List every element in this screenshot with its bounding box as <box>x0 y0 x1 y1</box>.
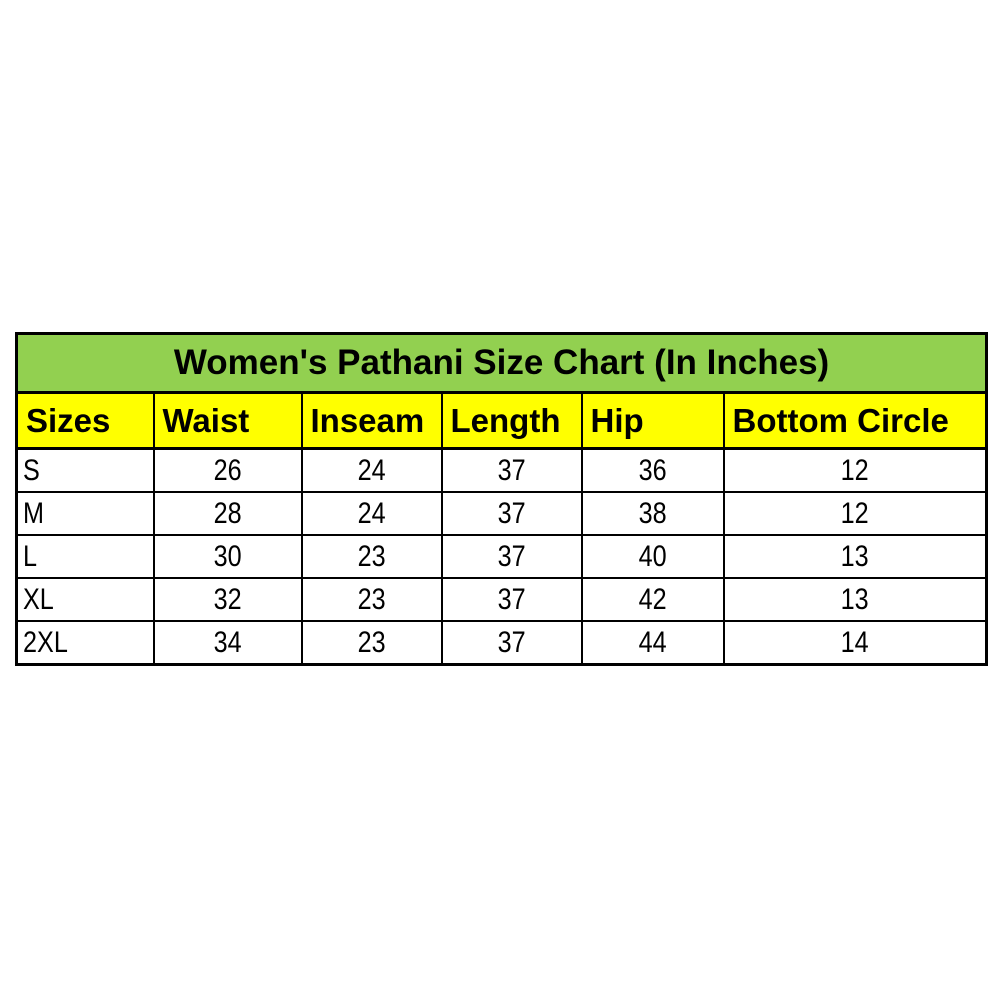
table-row-m <box>17 492 987 535</box>
hip-cell <box>582 535 724 578</box>
bottom-circle-value: 12 <box>840 453 869 487</box>
length-value: 37 <box>497 582 526 616</box>
inseam-cell <box>302 449 442 493</box>
bottom-circle-cell <box>724 578 987 621</box>
hip-value: 40 <box>638 539 667 573</box>
bottom-circle-value: 12 <box>840 496 869 530</box>
bottom-circle-cell <box>724 535 987 578</box>
bottom-circle-value: 13 <box>840 582 869 616</box>
table-row-2xl <box>17 621 987 665</box>
hip-cell <box>582 492 724 535</box>
table-title-row <box>17 334 987 393</box>
length-cell <box>442 578 582 621</box>
length-cell <box>442 621 582 665</box>
column-header-inseam: Inseam <box>302 393 442 449</box>
hip-value: 38 <box>638 496 667 530</box>
table-row-l <box>17 535 987 578</box>
column-header-bottom-circle: Bottom Circle <box>724 393 987 449</box>
size-cell <box>17 492 154 535</box>
length-value: 37 <box>497 496 526 530</box>
length-value: 37 <box>497 625 526 659</box>
hip-cell <box>582 578 724 621</box>
column-header-sizes: Sizes <box>17 393 154 449</box>
inseam-value: 23 <box>357 625 386 659</box>
hip-cell <box>582 449 724 493</box>
hip-value: 42 <box>638 582 667 616</box>
length-value: 37 <box>497 453 526 487</box>
length-value: 37 <box>497 539 526 573</box>
waist-cell <box>154 449 302 493</box>
length-cell <box>442 535 582 578</box>
table-header-row <box>17 393 987 449</box>
table-row-s <box>17 449 987 493</box>
size-label: 2XL <box>23 625 68 659</box>
bottom-circle-value: 14 <box>840 625 869 659</box>
bottom-circle-cell <box>724 449 987 493</box>
inseam-cell <box>302 621 442 665</box>
waist-cell <box>154 492 302 535</box>
table-row-xl <box>17 578 987 621</box>
hip-value: 44 <box>638 625 667 659</box>
waist-cell <box>154 578 302 621</box>
length-cell <box>442 492 582 535</box>
size-label: XL <box>23 582 54 616</box>
size-cell <box>17 535 154 578</box>
waist-cell <box>154 535 302 578</box>
inseam-value: 24 <box>357 496 386 530</box>
bottom-circle-cell <box>724 492 987 535</box>
inseam-value: 23 <box>357 539 386 573</box>
bottom-circle-cell <box>724 621 987 665</box>
column-header-hip: Hip <box>582 393 724 449</box>
size-cell <box>17 449 154 493</box>
size-label: M <box>23 496 44 530</box>
waist-value: 34 <box>213 625 242 659</box>
bottom-circle-value: 13 <box>840 539 869 573</box>
inseam-cell <box>302 578 442 621</box>
size-cell <box>17 621 154 665</box>
inseam-value: 23 <box>357 582 386 616</box>
size-label: S <box>23 453 40 487</box>
size-chart-table <box>15 332 988 666</box>
waist-value: 32 <box>213 582 242 616</box>
waist-value: 28 <box>213 496 242 530</box>
hip-cell <box>582 621 724 665</box>
length-cell <box>442 449 582 493</box>
waist-value: 26 <box>213 453 242 487</box>
table-title: Women's Pathani Size Chart (In Inches) <box>17 334 987 393</box>
size-cell <box>17 578 154 621</box>
waist-cell <box>154 621 302 665</box>
inseam-cell <box>302 535 442 578</box>
column-header-waist: Waist <box>154 393 302 449</box>
column-header-length: Length <box>442 393 582 449</box>
waist-value: 30 <box>213 539 242 573</box>
inseam-value: 24 <box>357 453 386 487</box>
inseam-cell <box>302 492 442 535</box>
hip-value: 36 <box>638 453 667 487</box>
size-label: L <box>23 539 38 573</box>
